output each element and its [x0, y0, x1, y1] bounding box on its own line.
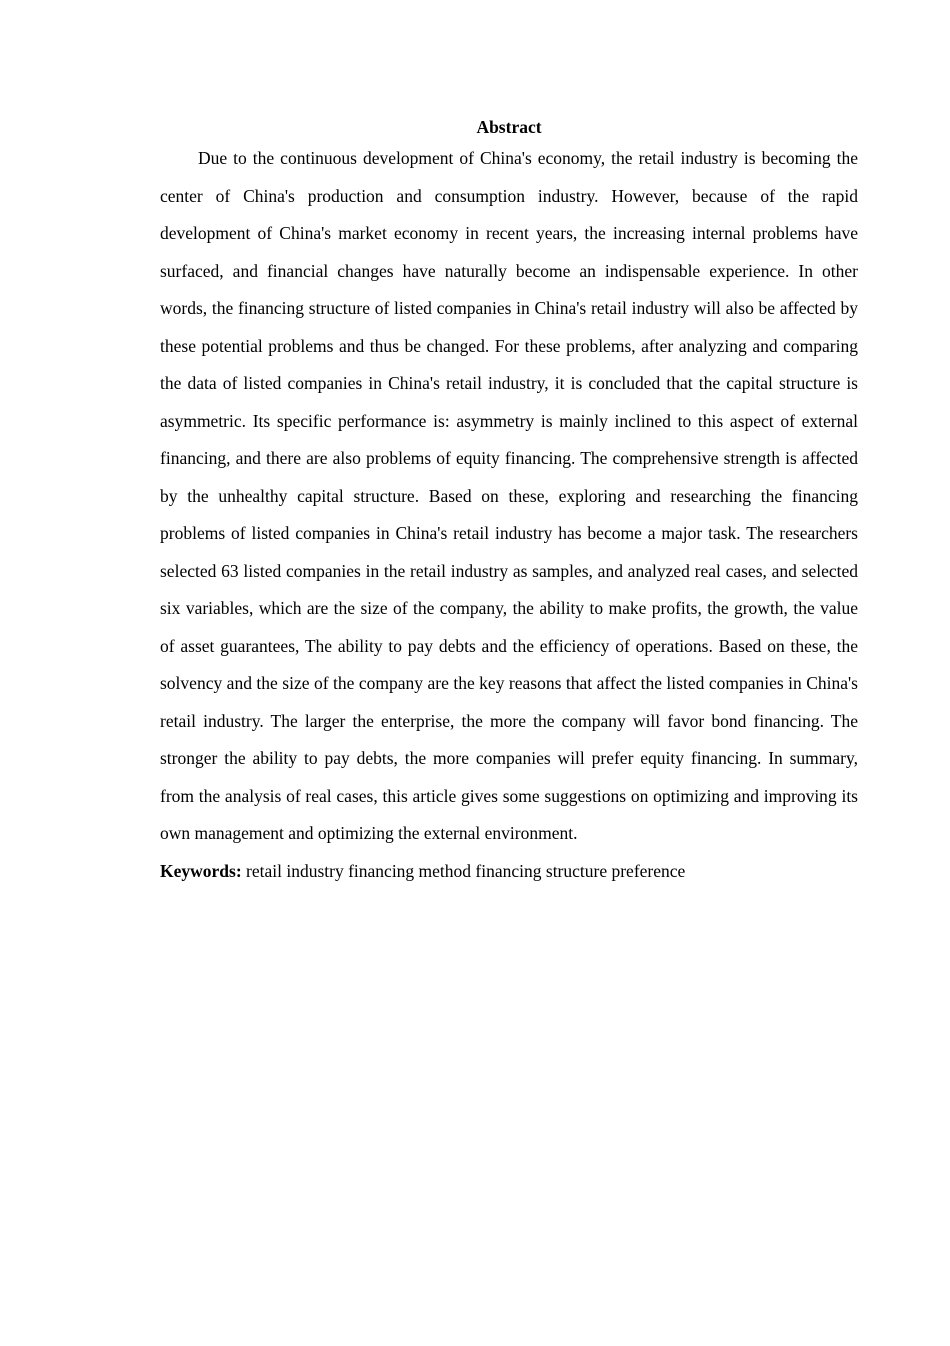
keywords-text: retail industry financing method financing structure preference — [241, 860, 686, 881]
keywords-label: Keywords: — [160, 860, 242, 881]
abstract-title: Abstract — [476, 117, 542, 137]
keywords-line — [160, 853, 858, 889]
abstract-section — [160, 114, 858, 889]
abstract-body: Due to the continuous development of China's economy, the retail industry is becoming the center of China's production and consumption industry. However, because of the rapid development of China's market economy in recent years, the increasing internal problems have surfaced, and financial changes have naturally become an indispensable experience. In other words, the financing structure of listed companies in China's retail industry will also be affected by these potential problems and thus be changed. For these problems, after analyzing and comparing the data of listed companies in China's retail industry, it is concluded that the capital structure is asymmetric. Its specific performance is: asymmetry is mainly inclined to this aspect of external financing, and there are also problems of equity financing. The comprehensive strength is affected by the unhealthy capital structure. Based on these, exploring and researching the financing problems of listed companies in China's retail industry has become a major task. The researchers selected 63 listed companies in the retail industry as samples, and analyzed real cases, and selected six variables, which are the size of the company, the ability to make profits, the growth, the value of asset guarantees, The ability to pay debts and the efficiency of operations. Based on these, the solvency and the size of the company are the key reasons that affect the listed companies in China's retail industry. The larger the enterprise, the more the company will favor bond financing. The stronger the ability to pay debts, the more companies will prefer equity financing. In summary, from the analysis of real cases, this article gives some suggestions on optimizing and improving its own management and optimizing the external environment. — [160, 148, 858, 843]
